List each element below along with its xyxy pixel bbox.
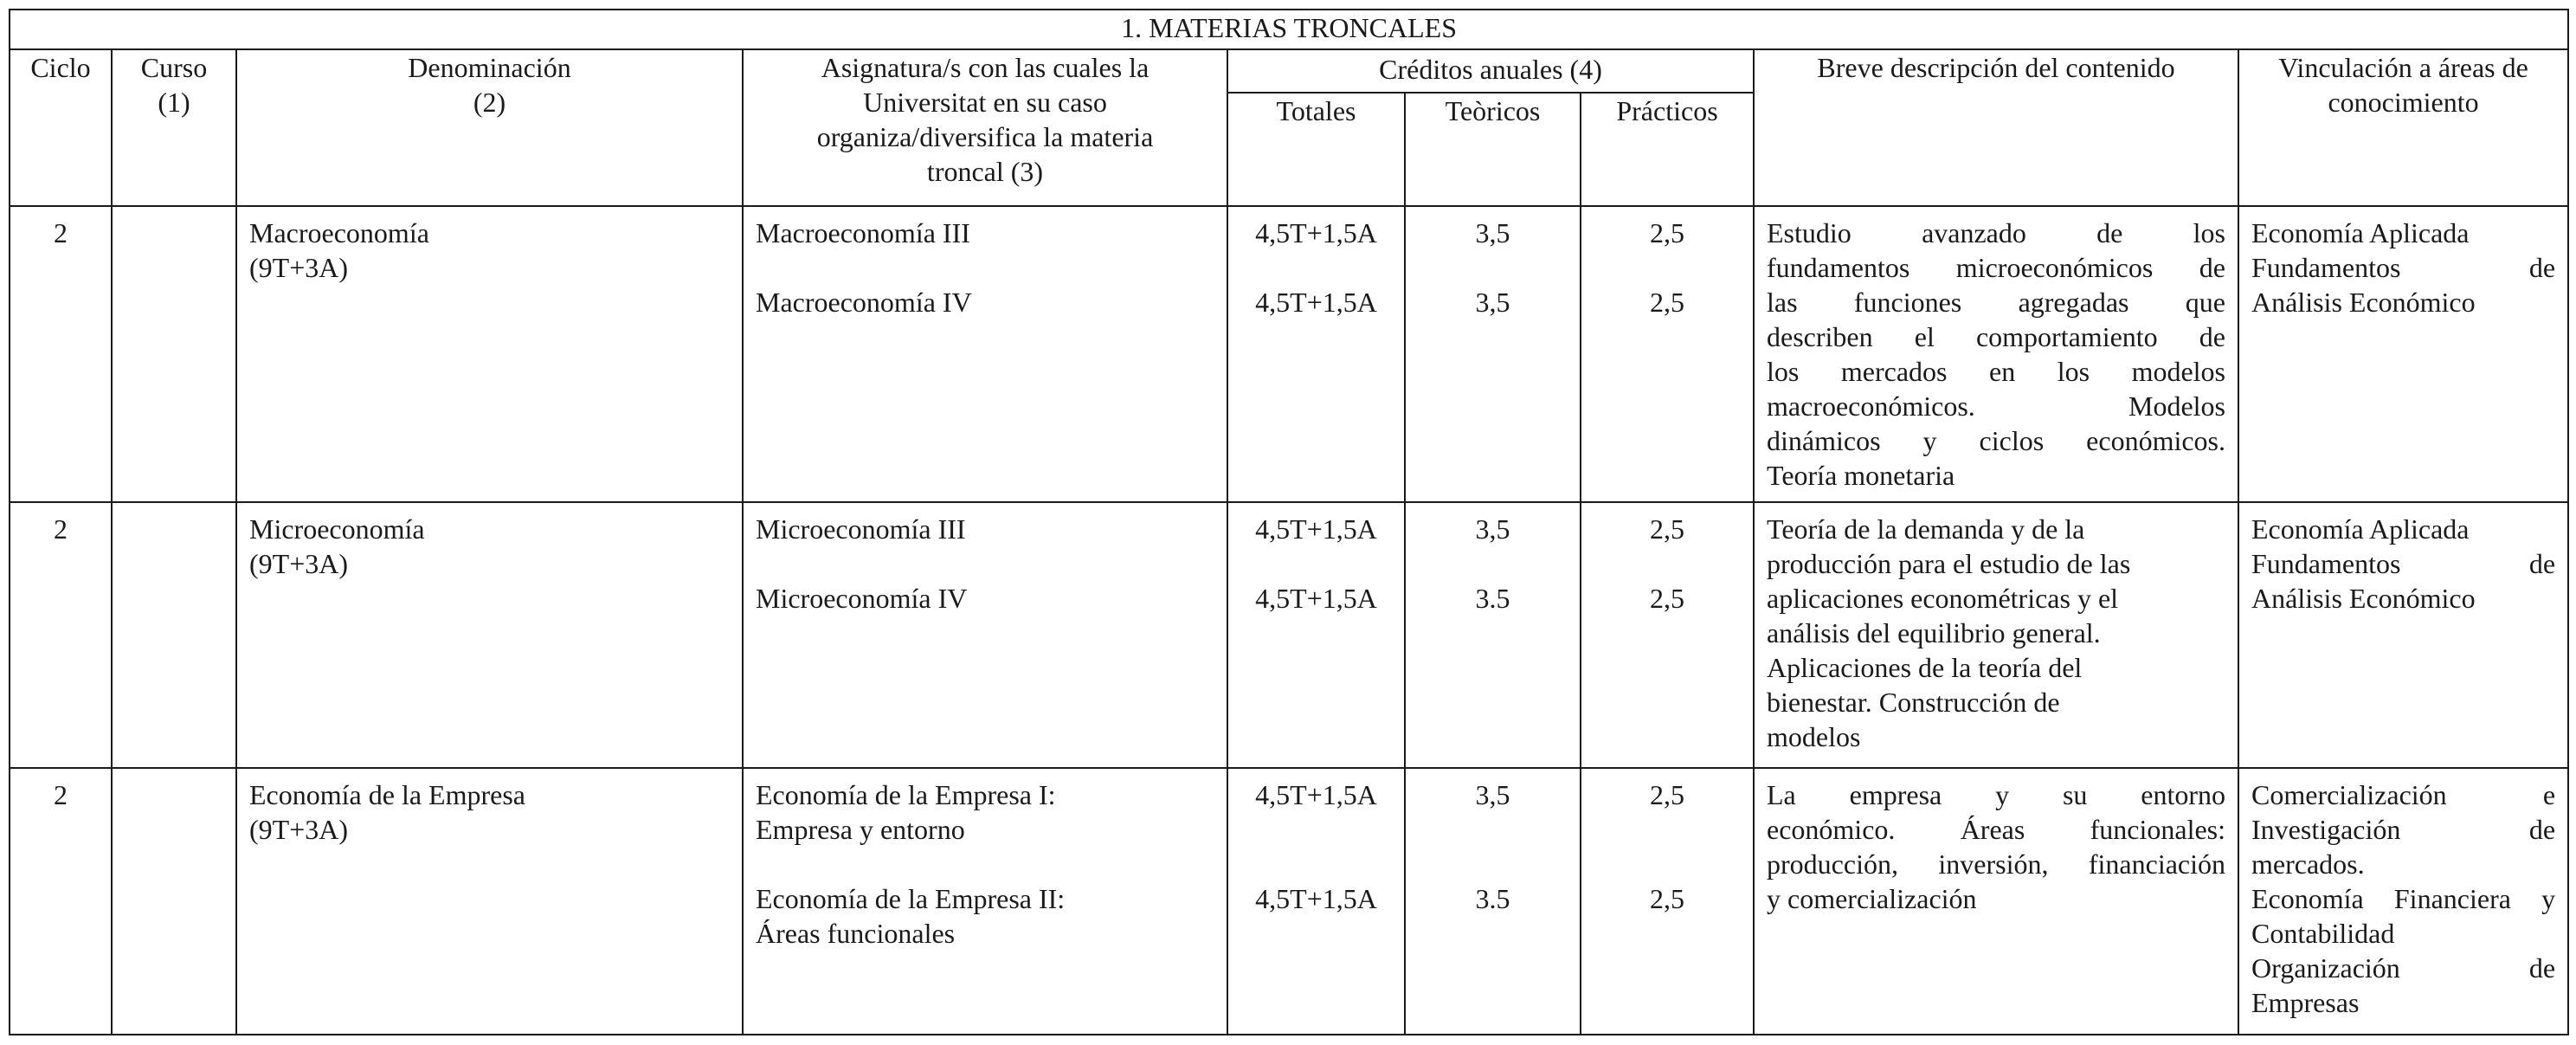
row-ciclo: 2 xyxy=(10,206,112,502)
row-descripcion xyxy=(1754,502,2238,769)
descripcion-line: Teoría de la demanda y de la xyxy=(1767,513,2085,545)
subject-name: Microeconomía III xyxy=(756,513,966,545)
header-asignatura-line3: organiza/diversifica la materia xyxy=(816,121,1154,153)
row-asignaturas xyxy=(743,502,1227,769)
descripcion-line: macroeconómicos. Modelos xyxy=(1767,390,2225,423)
subject-totales: 4,5T+1,5A xyxy=(1255,287,1377,319)
subject-name: Economía de la Empresa II: xyxy=(756,883,1066,915)
vinculacion-line: Organización de xyxy=(2251,952,2556,984)
subject-totales: 4,5T+1,5A xyxy=(1255,217,1377,249)
subject-teoricos: 3,5 xyxy=(1475,779,1510,811)
descripcion-line: modelos xyxy=(1767,720,1861,752)
header-vinculacion-line2: conocimiento xyxy=(2328,87,2479,119)
subject-practicos: 2,5 xyxy=(1650,779,1684,811)
descripcion-line: fundamentos microeconómicos de xyxy=(1767,252,2225,284)
header-asignatura-line1: Asignatura/s con las cuales la xyxy=(821,52,1150,84)
row-descripcion xyxy=(1754,206,2238,502)
descripcion-line: análisis del equilibrio general. xyxy=(1767,616,2101,648)
denominacion-credits: (9T+3A) xyxy=(249,252,349,284)
vinculacion-line: Comercialización e xyxy=(2251,779,2556,811)
subject-totales: 4,5T+1,5A xyxy=(1255,883,1377,915)
denominacion-name: Microeconomía xyxy=(249,513,425,545)
header-creditos: Créditos anuales (4) xyxy=(1227,49,1754,93)
vinculacion-line: mercados. xyxy=(2251,848,2365,881)
denominacion-credits: (9T+3A) xyxy=(249,814,349,846)
denominacion-name: Macroeconomía xyxy=(249,217,429,249)
row-totales xyxy=(1227,768,1405,1035)
subject-totales: 4,5T+1,5A xyxy=(1255,513,1377,545)
header-descripcion-label: Breve descripción del contenido xyxy=(1817,52,2175,84)
table-row xyxy=(10,768,2568,1035)
subject-practicos: 2,5 xyxy=(1650,217,1684,249)
subject-name-cont: Empresa y entorno xyxy=(756,814,965,846)
descripcion-line: aplicaciones econométricas y el xyxy=(1767,582,2119,614)
vinculacion-line: Economía Aplicada xyxy=(2251,513,2470,545)
descripcion-line: producción, inversión, financiación xyxy=(1767,848,2225,881)
subject-teoricos: 3.5 xyxy=(1475,582,1510,614)
header-totales: Totales xyxy=(1227,93,1405,206)
denominacion-name: Economía de la Empresa xyxy=(249,779,525,811)
header-teoricos: Teòricos xyxy=(1405,93,1581,206)
subject-teoricos: 3.5 xyxy=(1475,883,1510,915)
vinculacion-line: Análisis Económico xyxy=(2251,287,2476,319)
row-denominacion xyxy=(236,768,743,1035)
subject-name: Macroeconomía IV xyxy=(756,287,972,319)
row-vinculacion xyxy=(2238,502,2568,769)
subject-totales: 4,5T+1,5A xyxy=(1255,779,1377,811)
subject-practicos: 2,5 xyxy=(1650,513,1684,545)
denominacion-credits: (9T+3A) xyxy=(249,547,349,579)
descripcion-line: las funciones agregadas que xyxy=(1767,287,2225,319)
row-vinculacion xyxy=(2238,768,2568,1035)
vinculacion-line: Análisis Económico xyxy=(2251,582,2476,614)
header-asignatura-line4: troncal (3) xyxy=(926,156,1044,188)
row-totales xyxy=(1227,206,1405,502)
header-vinculacion-line1: Vinculación a áreas de xyxy=(2278,52,2528,84)
row-denominacion xyxy=(236,502,743,769)
row-teoricos xyxy=(1405,206,1581,502)
vinculacion-line: Contabilidad xyxy=(2251,918,2395,950)
table-row xyxy=(10,206,2568,502)
subject-practicos: 2,5 xyxy=(1650,582,1684,614)
row-vinculacion xyxy=(2238,206,2568,502)
descripcion-line: producción para el estudio de las xyxy=(1767,547,2131,579)
vinculacion-line: Fundamentos de xyxy=(2251,547,2556,579)
row-curso xyxy=(112,206,236,502)
subject-totales: 4,5T+1,5A xyxy=(1255,582,1377,614)
descripcion-line: Estudio avanzado de los xyxy=(1767,217,2225,249)
vinculacion-line: Investigación de xyxy=(2251,814,2556,846)
vinculacion-line: Economía Aplicada xyxy=(2251,217,2470,249)
header-practicos: Prácticos xyxy=(1581,93,1754,206)
header-descripcion xyxy=(1754,49,2238,206)
descripcion-line: y comercialización xyxy=(1767,883,1977,915)
row-practicos xyxy=(1581,206,1754,502)
subject-practicos: 2,5 xyxy=(1650,883,1684,915)
subject-name: Microeconomía IV xyxy=(756,582,968,614)
header-ciclo-label: Ciclo xyxy=(30,52,91,84)
row-teoricos xyxy=(1405,768,1581,1035)
row-practicos xyxy=(1581,502,1754,769)
descripcion-line: Aplicaciones de la teoría del xyxy=(1767,651,2083,683)
row-teoricos xyxy=(1405,502,1581,769)
header-asignatura-line2: Universitat en su caso xyxy=(863,87,1107,119)
table-title: 1. MATERIAS TRONCALES xyxy=(10,10,2568,49)
descripcion-line: La empresa y su entorno xyxy=(1767,779,2225,811)
row-totales xyxy=(1227,502,1405,769)
row-descripcion xyxy=(1754,768,2238,1035)
descripcion-line: dinámicos y ciclos económicos. xyxy=(1767,425,2225,457)
row-ciclo: 2 xyxy=(10,768,112,1035)
row-curso xyxy=(112,768,236,1035)
header-denominacion xyxy=(236,49,743,206)
descripcion-line: económico. Áreas funcionales: xyxy=(1767,814,2225,846)
row-denominacion xyxy=(236,206,743,502)
header-curso xyxy=(112,49,236,206)
descripcion-line: Teoría monetaria xyxy=(1767,460,1955,492)
subject-practicos: 2,5 xyxy=(1650,287,1684,319)
header-curso-line1: Curso xyxy=(140,52,208,84)
subject-teoricos: 3,5 xyxy=(1475,513,1510,545)
header-curso-line2: (1) xyxy=(158,87,190,119)
descripcion-line: los mercados en los modelos xyxy=(1767,356,2225,388)
subject-name: Macroeconomía III xyxy=(756,217,970,249)
vinculacion-line: Empresas xyxy=(2251,987,2360,1019)
header-ciclo xyxy=(10,49,112,206)
header-vinculacion xyxy=(2238,49,2568,206)
row-ciclo: 2 xyxy=(10,502,112,769)
row-curso xyxy=(112,502,236,769)
header-denominacion-line1: Denominación xyxy=(408,52,571,84)
troncales-table xyxy=(9,9,2569,1035)
descripcion-line: describen el comportamiento de xyxy=(1767,321,2225,353)
table-row xyxy=(10,502,2568,769)
row-asignaturas xyxy=(743,206,1227,502)
subject-name-cont: Áreas funcionales xyxy=(756,918,956,950)
subject-teoricos: 3,5 xyxy=(1475,217,1510,249)
header-denominacion-line2: (2) xyxy=(473,87,506,119)
vinculacion-line: Economía Financiera y xyxy=(2251,883,2556,915)
subject-teoricos: 3,5 xyxy=(1475,287,1510,319)
descripcion-line: bienestar. Construcción de xyxy=(1767,686,2060,718)
row-asignaturas xyxy=(743,768,1227,1035)
header-asignatura xyxy=(743,49,1227,206)
vinculacion-line: Fundamentos de xyxy=(2251,252,2556,284)
row-practicos xyxy=(1581,768,1754,1035)
subject-name: Economía de la Empresa I: xyxy=(756,779,1056,811)
